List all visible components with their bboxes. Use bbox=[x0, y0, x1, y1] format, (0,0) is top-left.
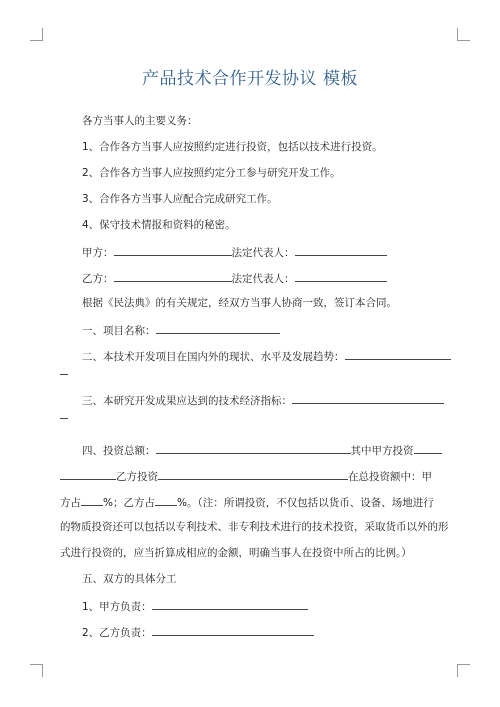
division-b-label: 2、乙方负责： bbox=[82, 627, 152, 639]
investment-share-label: 在总投资额中：甲 bbox=[348, 471, 432, 483]
corner-mark-bottom-left bbox=[30, 664, 43, 677]
obligations-heading: 各方当事人的主要义务： bbox=[82, 115, 198, 127]
party-a-legal-rep-label: 法定代表人： bbox=[231, 247, 295, 259]
status-label: 二、本技术开发项目在国内外的现状、水平及发展趋势： bbox=[82, 351, 345, 363]
project-name-blank[interactable] bbox=[156, 322, 280, 334]
document-title: 产品技术合作开发协议 模板 bbox=[142, 69, 358, 89]
indicators-row bbox=[82, 392, 444, 408]
investment-b-blank[interactable] bbox=[158, 468, 348, 480]
division-a-label: 1、甲方负责： bbox=[82, 601, 152, 613]
division-b-blank[interactable] bbox=[152, 624, 314, 636]
obligation-item-2: 2、合作各方当事人应按照约定分工参与研究开发工作。 bbox=[82, 167, 341, 179]
party-a-legal-rep-blank[interactable] bbox=[295, 244, 387, 256]
division-b-row bbox=[82, 624, 314, 640]
indicators-blank-continuation[interactable] bbox=[60, 418, 68, 419]
investment-a-blank[interactable] bbox=[414, 442, 442, 454]
investment-a-label: 其中甲方投资 bbox=[350, 445, 414, 457]
division-a-blank[interactable] bbox=[152, 598, 308, 610]
division-a-row bbox=[82, 598, 308, 614]
ratio-b-blank[interactable] bbox=[155, 494, 177, 506]
party-b-label: 乙方： bbox=[82, 273, 114, 285]
investment-a-blank-continued[interactable] bbox=[60, 468, 116, 480]
contract-basis: 根据《民法典》的有关规定，经双方当事人协商一致，签订本合同。 bbox=[82, 297, 397, 309]
status-blank[interactable] bbox=[345, 348, 451, 360]
ratio-b-label: %；乙方占 bbox=[103, 497, 155, 509]
party-b-blank[interactable] bbox=[114, 270, 232, 282]
note-line-2: 的物质投资还可以包括以专利技术、非专利技术进行的技术投资，采取货币以外的形 bbox=[60, 521, 449, 533]
indicators-label: 三、本研究开发成果应达到的技术经济指标： bbox=[82, 395, 292, 407]
project-name-row bbox=[82, 322, 280, 338]
party-b-legal-rep-blank[interactable] bbox=[295, 270, 387, 282]
corner-mark-bottom-right bbox=[457, 664, 470, 677]
project-name-label: 一、项目名称： bbox=[82, 325, 156, 337]
ratio-note: %。（注：所谓投资，不仅包括以货币、设备、场地进行 bbox=[176, 497, 434, 509]
investment-row-1 bbox=[82, 442, 442, 458]
investment-b-label: 乙方投资 bbox=[116, 471, 158, 483]
corner-mark-top-right bbox=[457, 28, 470, 41]
corner-mark-top-left bbox=[30, 28, 43, 41]
obligation-item-1: 1、合作各方当事人应按照约定进行投资，包括以技术进行投资。 bbox=[82, 141, 383, 153]
division-heading: 五、双方的具体分工 bbox=[82, 573, 177, 585]
obligation-item-3: 3、合作各方当事人应配合完成研究工作。 bbox=[82, 193, 278, 205]
status-blank-continuation[interactable] bbox=[60, 374, 68, 375]
investment-label: 四、投资总额： bbox=[82, 445, 156, 457]
party-a-blank[interactable] bbox=[114, 244, 232, 256]
party-a-label: 甲方： bbox=[82, 247, 114, 259]
party-a-row bbox=[82, 244, 387, 260]
party-b-legal-rep-label: 法定代表人： bbox=[231, 273, 295, 285]
ratio-a-blank[interactable] bbox=[81, 494, 103, 506]
status-row bbox=[82, 348, 451, 364]
party-b-row bbox=[82, 270, 387, 286]
obligation-item-4: 4、保守技术情报和资料的秘密。 bbox=[82, 219, 236, 231]
ratio-a-label: 方占 bbox=[60, 497, 81, 509]
indicators-blank[interactable] bbox=[292, 392, 444, 404]
note-line-3: 式进行投资的，应当折算成相应的金额，明确当事人在投资中所占的比例。） bbox=[60, 547, 412, 559]
investment-total-blank[interactable] bbox=[156, 442, 351, 454]
ratio-row bbox=[60, 494, 434, 510]
investment-row-2 bbox=[60, 468, 432, 484]
